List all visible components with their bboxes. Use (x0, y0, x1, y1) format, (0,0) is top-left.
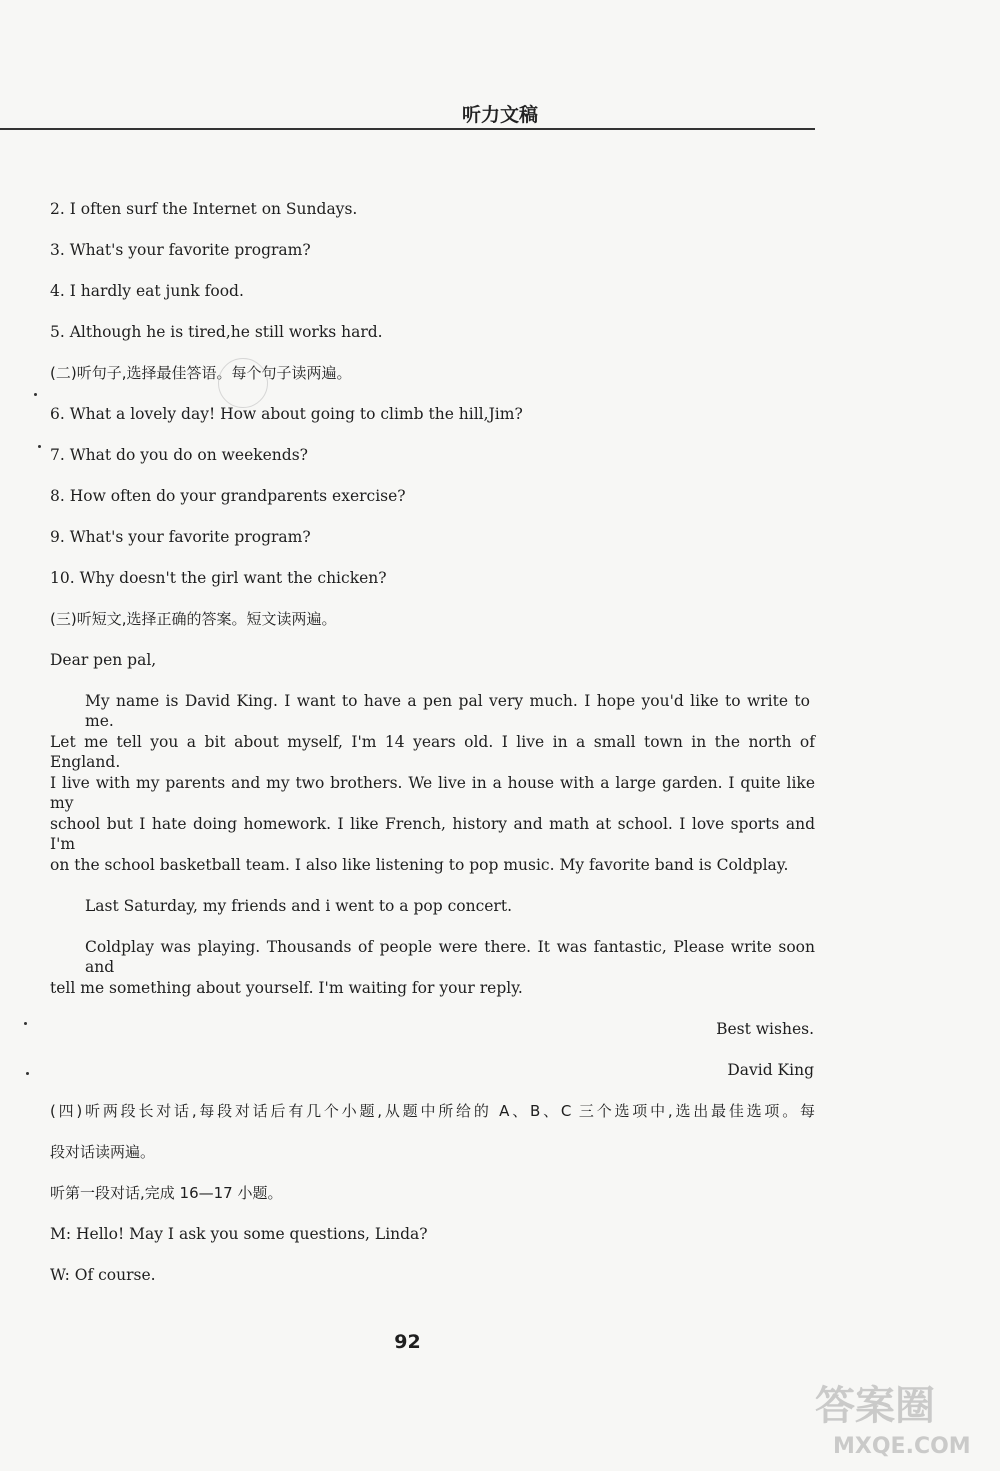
section-heading: (四)听两段长对话,每段对话后有几个小题,从题中所给的 A、B、C 三个选项中,选出最佳选项。每 (50, 1102, 815, 1120)
sentence-line: 5. Although he is tired,he still works hard. (50, 323, 383, 341)
page-number: 92 (394, 1331, 421, 1353)
sentence-line: 7. What do you do on weekends? (50, 446, 308, 464)
dialogue-line: M: Hello! May I ask you some questions, Linda? (50, 1225, 428, 1243)
sentence-line: 3. What's your favorite program? (50, 241, 311, 259)
section-heading: (二)听句子,选择最佳答语。每个句子读两遍。 (50, 364, 352, 382)
letter-line: school but I hate doing homework. I like French, history and math at school. I love sports and I'm (50, 815, 815, 853)
letter-line: I live with my parents and my two brothers. We live in a house with a large garden. I quite like my (50, 774, 815, 812)
margin-speck (34, 393, 37, 396)
letter-greeting: Dear pen pal, (50, 651, 157, 669)
page-header-title: 听力文稿 (461, 104, 538, 126)
section-heading: (三)听短文,选择正确的答案。短文读两遍。 (50, 610, 337, 628)
letter-closing: Best wishes. (716, 1020, 814, 1038)
watermark-logo (811, 1371, 986, 1461)
watermark-url: MXQE.COM (833, 1434, 971, 1459)
letter-line: Coldplay was playing. Thousands of people were there. It was fantastic, Please write soon and (85, 938, 815, 976)
sentence-line: 4. I hardly eat junk food. (50, 282, 244, 300)
letter-line: tell me something about yourself. I'm waiting for your reply. (50, 979, 523, 997)
header-rule (0, 128, 815, 130)
margin-speck (26, 1072, 29, 1075)
margin-speck (38, 445, 41, 448)
letter-signature: David King (727, 1061, 814, 1079)
dialogue-line: W: Of course. (50, 1266, 156, 1284)
letter-line: My name is David King. I want to have a pen pal very much. I hope you'd like to write to me. (85, 692, 810, 730)
sentence-line: 2. I often surf the Internet on Sundays. (50, 200, 358, 218)
section-heading-continued: 段对话读两遍。 (50, 1143, 156, 1161)
letter-line: Last Saturday, my friends and i went to a pop concert. (85, 897, 512, 915)
sentence-line: 6. What a lovely day! How about going to climb the hill,Jim? (50, 405, 523, 423)
watermark-text: 答案圈 (815, 1383, 935, 1429)
sub-heading: 听第一段对话,完成 16—17 小题。 (50, 1184, 283, 1202)
letter-line: Let me tell you a bit about myself, I'm 14 years old. I live in a small town in the north of England. (50, 733, 815, 771)
sentence-line: 9. What's your favorite program? (50, 528, 311, 546)
stamp-mark (218, 358, 268, 408)
sentence-line: 8. How often do your grandparents exercise? (50, 487, 406, 505)
margin-speck (24, 1022, 27, 1025)
sentence-line: 10. Why doesn't the girl want the chicken? (50, 569, 387, 587)
letter-line: on the school basketball team. I also like listening to pop music. My favorite band is Coldplay. (50, 856, 789, 874)
